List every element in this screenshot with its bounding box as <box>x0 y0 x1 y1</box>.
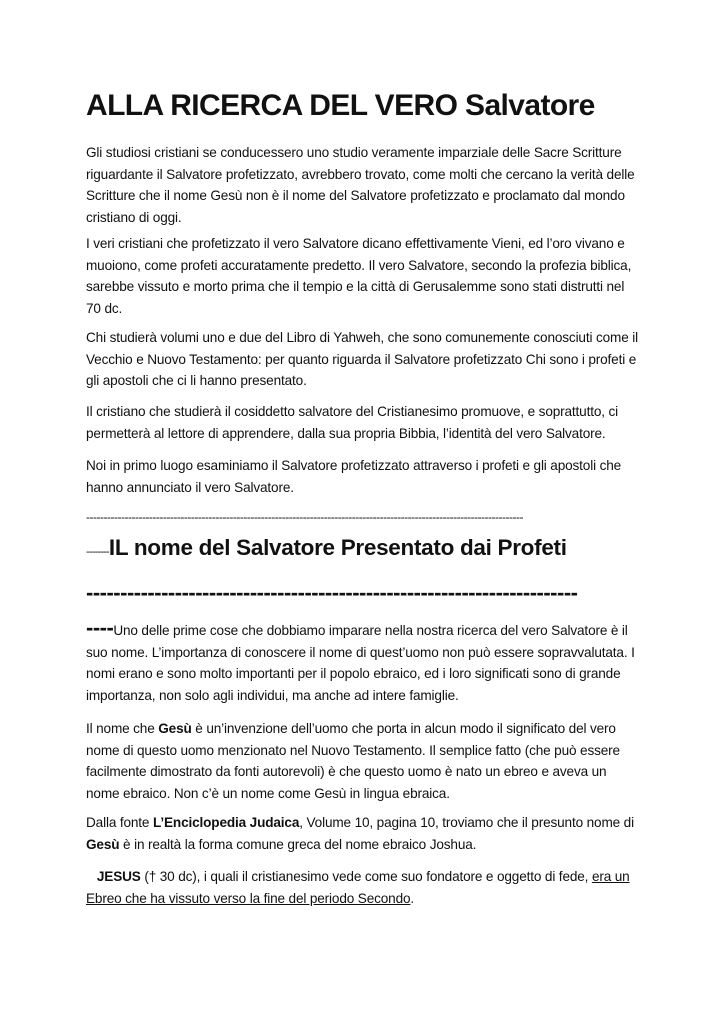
paragraph-jesus-quote <box>86 866 642 909</box>
page-title: ALLA RICERCA DEL VERO Salvatore <box>86 89 595 122</box>
text-run: . <box>410 890 415 906</box>
text-run: Il nome che <box>86 721 159 736</box>
paragraph-name-importance-text: Uno delle prime cose che dobbiamo imparare nella nostra ricerca del vero Salvatore è il suo nome. L’importanza di conoscere il nome di quest’uomo non può essere sopravvalutata. I nomi erano e sono molto importanti per il popolo ebraico, ed i loro significati sono di grande importanza, non solo agli individui, ma anche ad intere famiglie. <box>86 623 635 703</box>
heading-prefix-dashes: -------- <box>86 546 109 558</box>
bold-separator-line: ------------------------------------------------------------------------ <box>86 580 578 605</box>
text-run: († 30 dc), i quali il cristianesimo vede come suo fondatore e oggetto di fede, <box>140 869 592 884</box>
bold-term: JESUS <box>96 869 141 884</box>
text-run: , Volume 10, pagina 10, troviamo che il presunto nome di <box>299 815 634 830</box>
bold-term: Gesù <box>86 836 120 852</box>
lead-dashes: ---- <box>86 615 114 640</box>
paragraph-gesu-invention <box>86 718 642 804</box>
section-heading-line <box>86 532 567 568</box>
paragraph-encyclopedia <box>86 812 642 855</box>
text-run: Dalla fonte <box>86 815 153 830</box>
text-run: è in realtà la forma comune greca del nome ebraico Joshua. <box>119 836 477 852</box>
bold-source: L’Enciclopedia Judaica <box>152 815 300 830</box>
bold-term: Gesù <box>158 721 192 736</box>
separator-line: ----------------------------------------------------------------------------------------------------------------------------- <box>86 510 524 524</box>
paragraph-true-christians: I veri cristiani che profetizzato il vero Salvatore dicano effettivamente Vieni, ed l’oro vivano e muoiono, come profeti accuratamente predetto. Il vero Salvatore, secondo la profezia biblica, sarebbe vissuto e morto prima che il tempio e la città di Gerusalemme sono stati distrutti nel 70 dc. <box>86 236 632 316</box>
paragraph-intro: Gli studiosi cristiani se conducessero uno studio veramente imparziale delle Sacre Scritture riguardante il Salvatore profetizzato, avrebbero trovato, come molti che cercano la verità delle Scritture che il nome Gesù non è il nome del Salvatore profetizzato e proclamato dal mondo cristiano di oggi. <box>86 145 635 225</box>
underlined-text: era un Ebreo che ha vissuto verso la fine del periodo Secondo <box>86 869 630 906</box>
paragraph-name-importance <box>86 617 642 706</box>
paragraph-book-of-yahweh: Chi studierà volumi uno e due del Libro di Yahweh, che sono comunemente conosciuti come il Vecchio e Nuovo Testamento: per quanto riguarda il Salvatore profetizzato Chi sono i profeti e gli apostoli che ci li hanno presentato. <box>86 330 638 388</box>
paragraph-christian-study: Il cristiano che studierà il cosiddetto salvatore del Cristianesimo promuove, e soprattutto, ci permetterà al lettore di apprendere, dalla sua propria Bibbia, l’identità del vero Salvatore. <box>86 404 619 441</box>
paragraph-examine: Noi in primo luogo esaminiamo il Salvatore profetizzato attraverso i profeti e gli apostoli che hanno annunciato il vero Salvatore. <box>86 458 622 495</box>
section-heading: IL nome del Salvatore Presentato dai Profeti <box>108 535 567 560</box>
text-run: è un’invenzione dell’uomo che porta in alcun modo il significato del vero nome di questo uomo menzionato nel Nuovo Testamento. Il semplice fatto (che può essere facilmente dimostrato da fonti autorevoli) è che questo uomo è nato un ebreo e aveva un nome ebraico. Non c’è un nome come Gesù in lingua ebraica. <box>86 721 620 801</box>
